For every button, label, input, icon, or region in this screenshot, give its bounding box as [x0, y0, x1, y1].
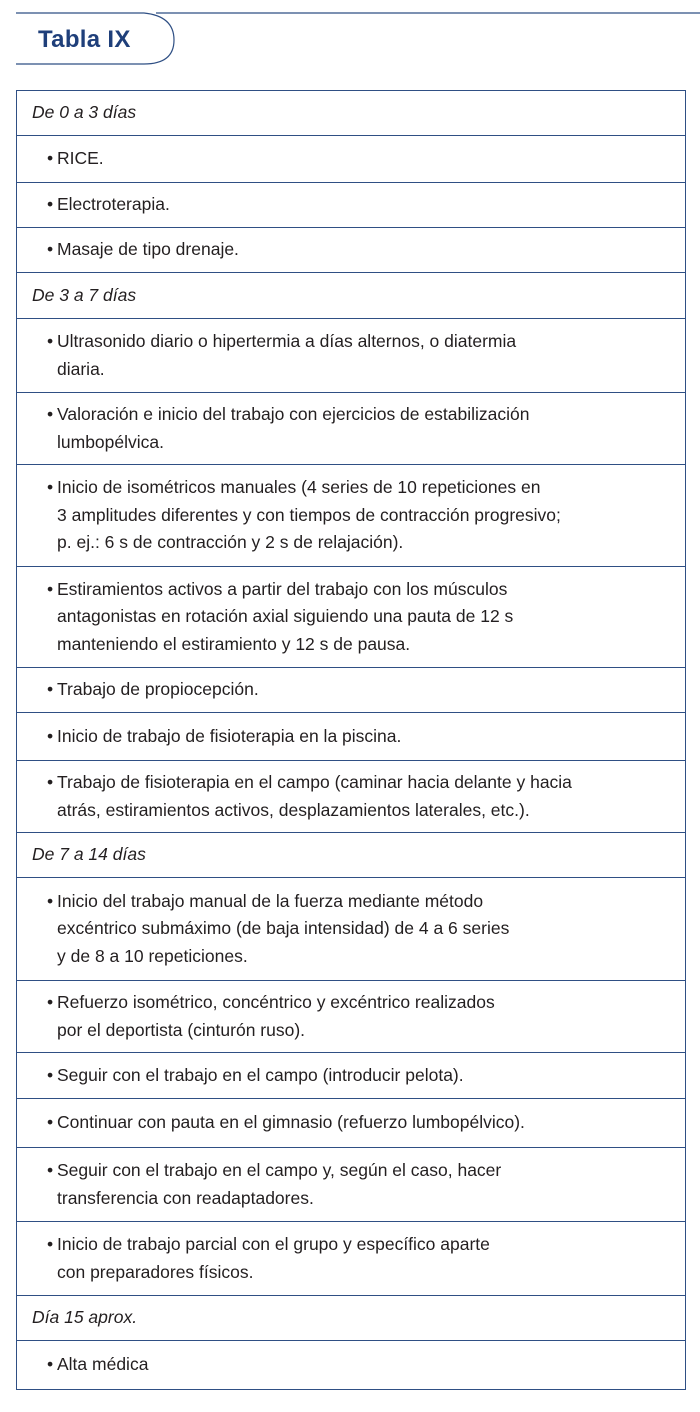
- list-item-line: Refuerzo isométrico, concéntrico y excéntrico realizados: [57, 992, 495, 1012]
- list-item-line: con preparadores físicos.: [57, 1261, 254, 1282]
- list-item-line: 3 amplitudes diferentes y con tiempos de contracción progresivo;: [57, 504, 561, 525]
- list-item-text: Continuar con pauta en el gimnasio (refuerzo lumbopélvico).: [57, 1112, 525, 1133]
- list-item-line: Seguir con el trabajo en el campo y, según el caso, hacer: [57, 1160, 502, 1180]
- bullet-icon: •: [47, 1112, 54, 1133]
- list-item-line: atrás, estiramientos activos, desplazamientos laterales, etc.).: [57, 799, 530, 820]
- list-item-text: Trabajo de propiocepción.: [57, 679, 259, 700]
- list-item-line: antagonistas en rotación axial siguiendo una pauta de 12 s: [57, 606, 514, 627]
- bullet-icon: •: [47, 992, 54, 1012]
- bullet-icon: •: [47, 404, 54, 424]
- list-item-text: Electroterapia.: [57, 194, 170, 215]
- list-item-text: Seguir con el trabajo en el campo (introducir pelota).: [57, 1064, 464, 1085]
- list-item: [17, 878, 685, 981]
- bullet-icon: •: [47, 1234, 54, 1254]
- section-header: [17, 91, 685, 136]
- table-title: Tabla IX: [38, 26, 131, 53]
- list-item-line: Inicio de isométricos manuales (4 series de 10 repeticiones en: [57, 477, 541, 498]
- list-item-line: excéntrico submáximo (de baja intensidad) de 4 a 6 series: [57, 918, 510, 939]
- list-item-line: diaria.: [57, 358, 105, 379]
- list-item-line: p. ej.: 6 s de contracción y 2 s de relajación).: [57, 532, 404, 553]
- list-item: [17, 1099, 685, 1148]
- bullet-icon: •: [47, 477, 54, 498]
- bullet-icon: •: [47, 1354, 54, 1375]
- bullet-icon: •: [47, 331, 54, 351]
- list-item: [17, 228, 685, 273]
- list-item: [17, 761, 685, 833]
- section-label: De 7 a 14 días: [32, 844, 146, 865]
- list-item: [17, 183, 685, 228]
- list-item: [17, 1222, 685, 1296]
- list-item-text: Masaje de tipo drenaje.: [57, 239, 239, 260]
- list-item-line: Inicio del trabajo manual de la fuerza mediante método: [57, 890, 484, 911]
- list-item: [17, 1341, 685, 1389]
- list-item-text: Inicio de trabajo de fisioterapia en la piscina.: [57, 725, 402, 746]
- list-item-line: Estiramientos activos a partir del trabajo con los músculos: [57, 578, 508, 599]
- list-item: [17, 981, 685, 1053]
- treatment-table: [16, 90, 686, 1390]
- section-label: De 3 a 7 días: [32, 284, 137, 305]
- section-header: [17, 833, 685, 878]
- bullet-icon: •: [47, 890, 54, 911]
- bullet-icon: •: [47, 772, 54, 792]
- bullet-icon: •: [47, 725, 54, 746]
- list-item: [17, 567, 685, 668]
- bullet-icon: •: [47, 194, 54, 215]
- table-title-tab: [16, 10, 700, 66]
- bullet-icon: •: [47, 1064, 54, 1085]
- list-item-line: lumbopélvica.: [57, 431, 164, 452]
- section-header: [17, 273, 685, 319]
- section-header: [17, 1296, 685, 1341]
- list-item: [17, 668, 685, 713]
- list-item: [17, 136, 685, 183]
- list-item: [17, 465, 685, 567]
- bullet-icon: •: [47, 679, 54, 700]
- bullet-icon: •: [47, 578, 54, 599]
- list-item: [17, 1148, 685, 1222]
- list-item-line: transferencia con readaptadores.: [57, 1187, 314, 1208]
- list-item-line: por el deportista (cinturón ruso).: [57, 1019, 306, 1040]
- list-item-line: y de 8 a 10 repeticiones.: [57, 945, 248, 966]
- section-label: De 0 a 3 días: [32, 102, 137, 123]
- list-item: [17, 713, 685, 761]
- list-item: [17, 393, 685, 465]
- section-label: Día 15 aprox.: [32, 1307, 138, 1328]
- bullet-icon: •: [47, 239, 54, 260]
- list-item-line: manteniendo el estiramiento y 12 s de pausa.: [57, 633, 411, 654]
- list-item: [17, 1053, 685, 1099]
- list-item-line: Inicio de trabajo parcial con el grupo y específico aparte: [57, 1234, 490, 1254]
- list-item-line: Ultrasonido diario o hipertermia a días alternos, o diatermia: [57, 331, 517, 351]
- bullet-icon: •: [47, 1160, 54, 1180]
- list-item-line: Valoración e inicio del trabajo con ejercicios de estabilización: [57, 404, 530, 424]
- list-item-line: Trabajo de fisioterapia en el campo (caminar hacia delante y hacia: [57, 772, 572, 792]
- bullet-icon: •: [47, 148, 54, 169]
- list-item: [17, 319, 685, 393]
- list-item-text: Alta médica: [57, 1354, 149, 1375]
- list-item-text: RICE.: [57, 148, 104, 169]
